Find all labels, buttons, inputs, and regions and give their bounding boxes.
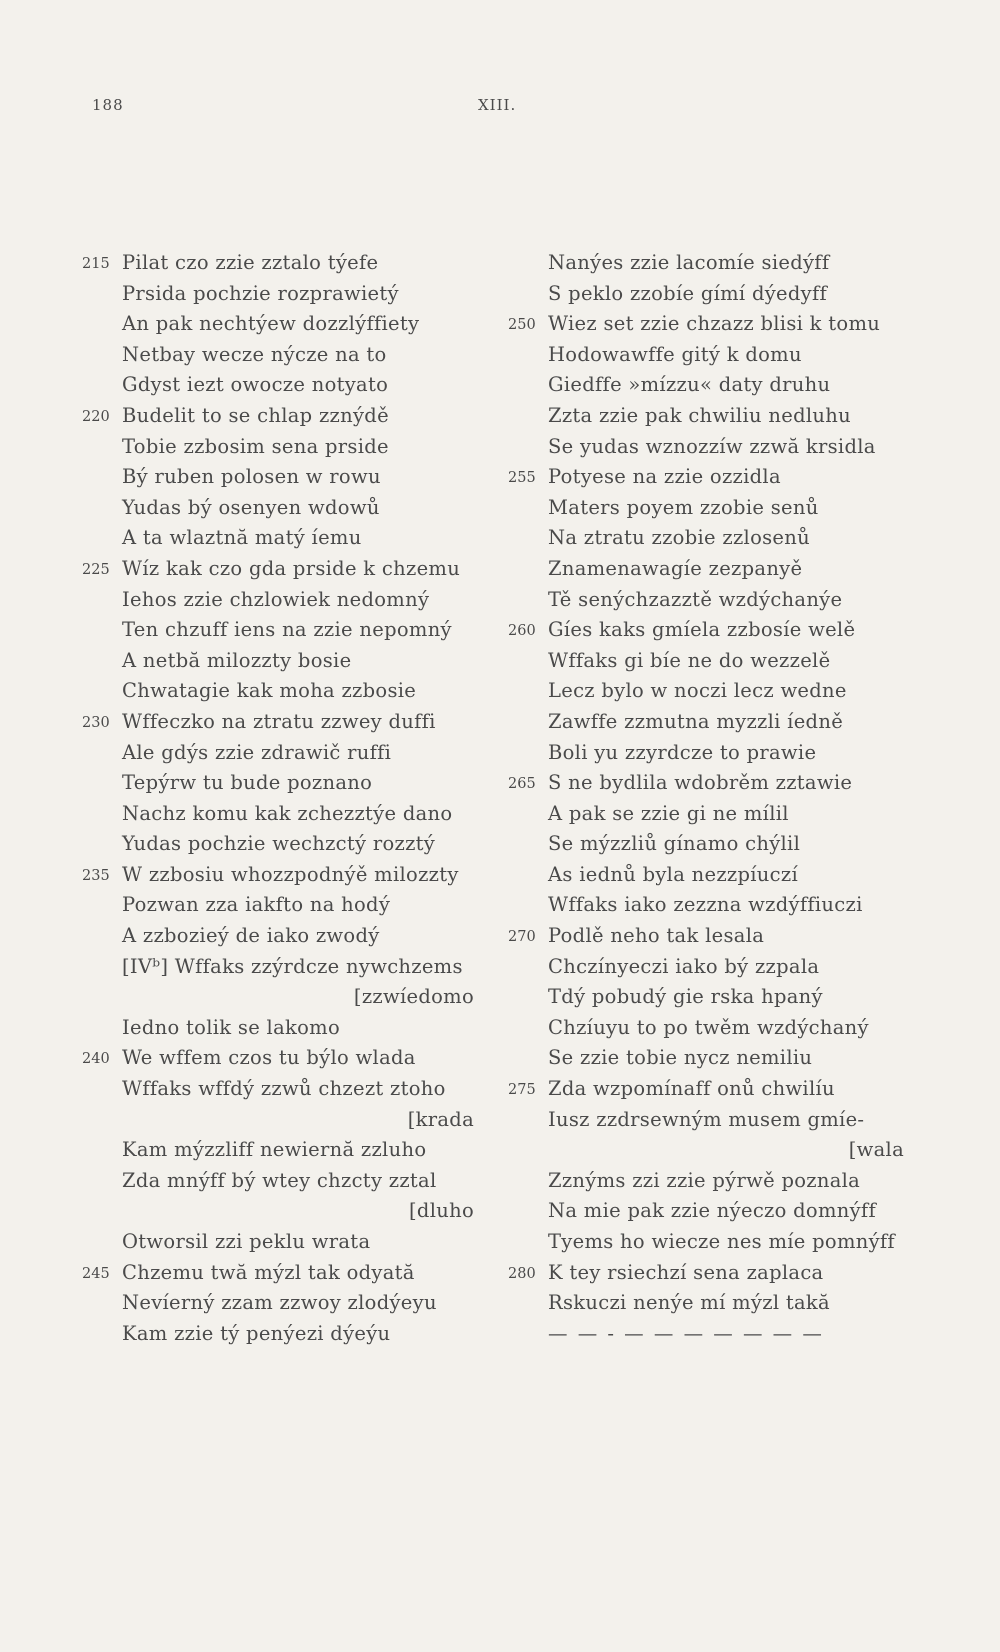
verse-line xyxy=(82,370,492,401)
verse-line xyxy=(508,309,928,340)
page-number: 188 xyxy=(92,96,124,114)
verse-line xyxy=(82,1013,492,1044)
verse-line-continuation xyxy=(82,1196,492,1227)
line-number: 270 xyxy=(508,929,536,946)
verse-text: Wiez set zzie chzazz blisi k tomu xyxy=(548,312,881,336)
verse-line xyxy=(82,248,492,279)
line-number: 250 xyxy=(508,317,536,334)
verse-line xyxy=(508,829,928,860)
verse-line xyxy=(508,401,928,432)
verse-text: W zzbosiu whozzpodnýě milozzty xyxy=(122,862,459,886)
verse-line xyxy=(508,432,928,463)
verse-text: Wffaks gi bíe ne do wezzelě xyxy=(548,648,831,672)
verse-line xyxy=(82,1135,492,1166)
verse-text: Potyese na zzie ozzidla xyxy=(548,465,781,489)
verse-text: [krada xyxy=(407,1107,474,1131)
verse-line xyxy=(508,1196,928,1227)
verse-line xyxy=(508,799,928,830)
verse-line xyxy=(82,829,492,860)
left-verse-column xyxy=(82,248,492,1349)
line-number: 235 xyxy=(82,867,110,884)
verse-text: Wíz kak czo gda prside k chzemu xyxy=(122,556,461,580)
verse-text: Rskuczi nenýe mí mýzl takă xyxy=(548,1291,830,1315)
verse-text: Tyems ho wiecze nes míe pomnýff xyxy=(548,1230,895,1253)
verse-line xyxy=(508,738,928,769)
verse-line xyxy=(82,921,492,952)
verse-line xyxy=(82,462,492,493)
verse-line xyxy=(508,1013,928,1044)
verse-text: [IVᵇ] Wffaks zzýrdcze nywchzems xyxy=(122,954,463,978)
verse-text: Tobie zzbosim sena prside xyxy=(122,434,389,458)
verse-line xyxy=(82,1166,492,1197)
verse-line xyxy=(508,493,928,524)
verse-text: Chwatagie kak moha zzbosie xyxy=(122,679,417,703)
verse-line xyxy=(508,921,928,952)
verse-line xyxy=(82,585,492,616)
verse-text: Tě senýchzazztě wzdýchanýe xyxy=(548,587,843,611)
verse-line xyxy=(82,279,492,310)
line-number: 265 xyxy=(508,776,536,793)
verse-text: [dluho xyxy=(409,1199,474,1223)
verse-text: Nevíerný zzam zzwoy zlodýeyu xyxy=(122,1291,437,1315)
verse-line-continuation xyxy=(82,982,492,1013)
verse-line xyxy=(508,1166,928,1197)
verse-line xyxy=(508,585,928,616)
verse-line xyxy=(82,554,492,585)
verse-text: Se zzie tobie nycz nemiliu xyxy=(548,1046,813,1070)
verse-line xyxy=(508,1043,928,1074)
verse-text: Giedffe »mízzu« daty druhu xyxy=(548,373,831,397)
verse-line xyxy=(82,676,492,707)
verse-text: A zzbozieý de iako zwodý xyxy=(122,924,380,948)
verse-text: Otworsil zzi peklu wrata xyxy=(122,1230,371,1253)
line-number: 230 xyxy=(82,714,110,731)
verse-line xyxy=(82,646,492,677)
verse-text: A netbă milozzty bosie xyxy=(122,648,352,672)
verse-text: An pak nechtýew dozzlýffiety xyxy=(122,312,420,336)
verse-line xyxy=(82,615,492,646)
verse-line xyxy=(82,707,492,738)
verse-text: Prsida pochzie rozprawietý xyxy=(122,281,399,305)
verse-line-continuation xyxy=(82,1105,492,1136)
verse-text: Zda mnýff bý wtey chzcty zztal xyxy=(122,1168,437,1192)
line-number: 275 xyxy=(508,1082,536,1099)
line-number: 245 xyxy=(82,1265,110,1282)
verse-line xyxy=(508,523,928,554)
verse-line xyxy=(82,309,492,340)
verse-text: Se mýzzliů gínamo chýlil xyxy=(548,832,801,856)
verse-text: Zznýms zzi zzie pýrwě poznala xyxy=(548,1168,861,1192)
verse-text: Zawffe zzmutna myzzli íedně xyxy=(548,709,844,733)
verse-text: Kam zzie tý penýezi dýeýu xyxy=(122,1321,391,1345)
verse-text: Lecz bylo w noczi lecz wedne xyxy=(548,679,847,703)
verse-line xyxy=(508,279,928,310)
verse-text: Gdyst iezt owocze notyato xyxy=(122,373,389,397)
verse-line xyxy=(508,1227,928,1258)
verse-line xyxy=(508,890,928,921)
verse-line xyxy=(508,615,928,646)
verse-text: Se yudas wznozzíw zzwă krsidla xyxy=(548,434,876,458)
verse-text: Yudas pochzie wechzctý rozztý xyxy=(122,832,436,856)
verse-line xyxy=(82,493,492,524)
verse-line xyxy=(508,707,928,738)
verse-line xyxy=(508,1288,928,1319)
verse-text: Chzemu twă mýzl tak odyată xyxy=(122,1260,415,1284)
verse-text: Na ztratu zzobie zzlosenů xyxy=(548,526,810,550)
verse-line xyxy=(82,768,492,799)
verse-text: Wffeczko na ztratu zzwey duffi xyxy=(122,709,436,733)
verse-text: Pozwan zza iakfto na hodý xyxy=(122,893,391,917)
verse-line xyxy=(508,646,928,677)
verse-text: Hodowawffe gitý k domu xyxy=(548,342,802,366)
verse-text: [zzwíedomo xyxy=(353,985,474,1009)
running-head: XIII. xyxy=(478,96,517,114)
verse-line xyxy=(508,1074,928,1105)
verse-line xyxy=(82,1288,492,1319)
verse-text: A pak se zzie gi ne mílil xyxy=(548,801,789,825)
verse-text: Kam mýzzliff newiernă zzluho xyxy=(122,1138,427,1162)
verse-line-continuation xyxy=(508,1135,928,1166)
verse-text: Iehos zzie chzlowiek nedomný xyxy=(122,587,430,611)
verse-text: Wffaks wffdý zzwů chzezt ztoho xyxy=(122,1077,446,1101)
verse-text: As iednů byla nezzpíuczí xyxy=(548,862,798,886)
verse-text: — — - — — — — — — — xyxy=(548,1321,824,1345)
verse-text: Na mie pak zzie nýeczo domnýff xyxy=(548,1199,876,1223)
verse-line xyxy=(508,1258,928,1289)
verse-text: We wffem czos tu býlo wlada xyxy=(122,1046,416,1070)
verse-text: Wffaks iako zezzna wzdýffiuczi xyxy=(548,893,863,917)
line-number: 255 xyxy=(508,470,536,487)
line-number: 240 xyxy=(82,1051,110,1068)
verse-line xyxy=(508,248,928,279)
verse-text: Podlě neho tak lesala xyxy=(548,924,765,948)
line-number: 225 xyxy=(82,561,110,578)
verse-text: Nanýes zzie lacomíe siedýff xyxy=(548,251,830,274)
verse-text: K tey rsiechzí sena zaplaca xyxy=(548,1260,824,1284)
verse-line xyxy=(82,860,492,891)
verse-line xyxy=(82,799,492,830)
verse-text: Budelit to se chlap zznýdě xyxy=(122,403,389,427)
verse-line xyxy=(82,340,492,371)
verse-line xyxy=(82,1227,492,1258)
line-number: 215 xyxy=(82,256,110,272)
verse-text: Ten chzuff iens na zzie nepomný xyxy=(122,618,452,642)
verse-text: Zda wzpomínaff onů chwilíu xyxy=(548,1077,835,1101)
verse-text: Gíes kaks gmíela zzbosíe welě xyxy=(548,618,856,642)
line-number: 280 xyxy=(508,1265,536,1282)
verse-text: Chczínyeczi iako bý zzpala xyxy=(548,954,820,978)
line-number: 220 xyxy=(82,408,110,425)
verse-line xyxy=(508,768,928,799)
verse-line xyxy=(82,1258,492,1289)
right-verse-column xyxy=(508,248,928,1349)
verse-text: Tdý pobudý gie rska hpaný xyxy=(548,985,823,1009)
verse-line xyxy=(508,370,928,401)
verse-text: [wala xyxy=(848,1138,904,1162)
verse-line xyxy=(508,1105,928,1136)
verse-text: Iedno tolik se lakomo xyxy=(122,1015,340,1039)
verse-text: Tepýrw tu bude poznano xyxy=(122,771,373,795)
verse-text: Pilat czo zzie zztalo týefe xyxy=(122,251,379,274)
verse-line xyxy=(82,432,492,463)
verse-line xyxy=(82,890,492,921)
verse-line xyxy=(82,738,492,769)
verse-text: Nachz komu kak zchezztýe dano xyxy=(122,801,453,825)
verse-text: Zzta zzie pak chwiliu nedluhu xyxy=(548,403,851,427)
verse-text: S ne bydlila wdobrěm zztawie xyxy=(548,771,853,795)
verse-line xyxy=(508,554,928,585)
verse-line xyxy=(508,1319,928,1350)
verse-text: Bý ruben polosen w rowu xyxy=(122,465,381,489)
verse-line xyxy=(82,1319,492,1350)
verse-text: Maters poyem zzobie senů xyxy=(548,495,819,519)
verse-line xyxy=(508,462,928,493)
verse-line xyxy=(508,982,928,1013)
verse-text: Netbay wecze nýcze na to xyxy=(122,342,387,366)
verse-line xyxy=(508,952,928,983)
verse-line xyxy=(82,523,492,554)
verse-line xyxy=(508,340,928,371)
verse-line xyxy=(82,401,492,432)
verse-line xyxy=(508,860,928,891)
verse-text: Znamenawagíe zezpanyě xyxy=(548,556,803,580)
verse-text: Boli yu zzyrdcze to prawie xyxy=(548,740,817,764)
verse-line xyxy=(82,952,492,983)
verse-line xyxy=(82,1074,492,1105)
verse-line xyxy=(508,676,928,707)
verse-text: A ta wlaztnă matý íemu xyxy=(122,526,362,550)
verse-text: Yudas bý osenyen wdowů xyxy=(122,495,380,519)
verse-text: Iusz zzdrsewným musem gmíe- xyxy=(548,1107,865,1131)
verse-line xyxy=(82,1043,492,1074)
verse-text: S peklo zzobíe gímí dýedyff xyxy=(548,281,828,305)
line-number: 260 xyxy=(508,623,536,640)
verse-text: Ale gdýs zzie zdrawič ruffi xyxy=(122,740,392,764)
verse-text: Chzíuyu to po twěm wzdýchaný xyxy=(548,1015,869,1039)
